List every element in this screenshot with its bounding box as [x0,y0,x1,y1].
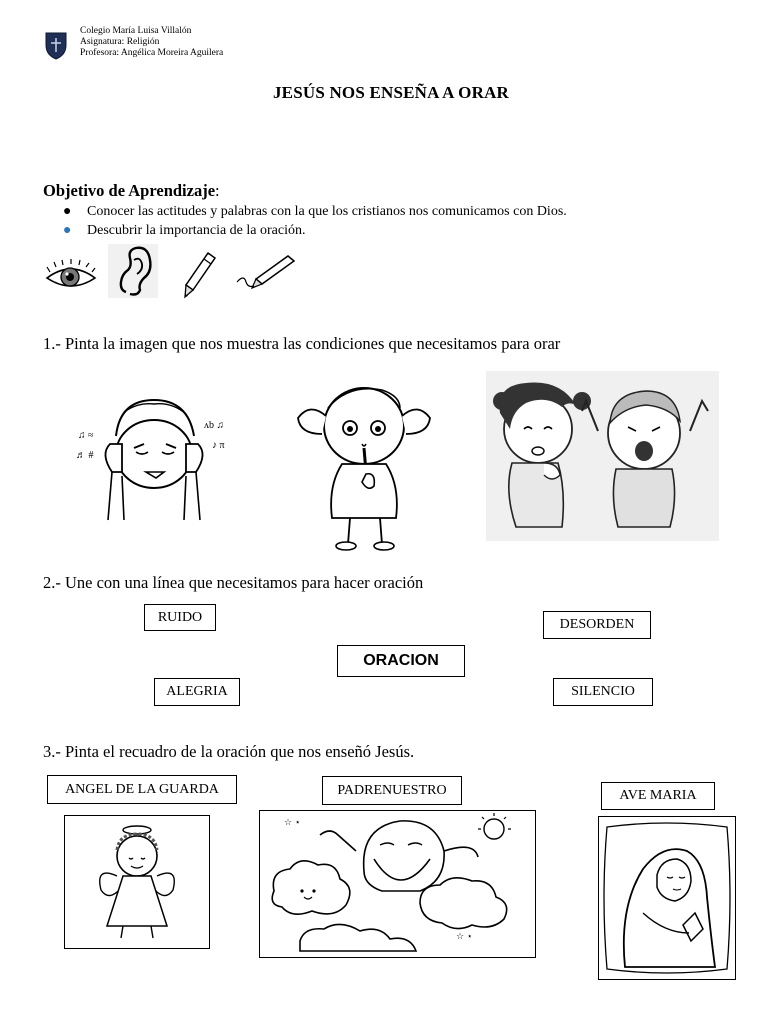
svg-text:♪ π: ♪ π [212,440,225,451]
subject-label: Asignatura: Religión [80,37,160,47]
svg-text:♫ ≈: ♫ ≈ [78,430,94,441]
school-name: Colegio María Luisa Villalón [80,26,192,36]
virgin-mary-image [599,817,735,979]
word-box-desorden[interactable] [543,611,651,639]
word-box-silencio[interactable] [553,678,653,706]
option-label: ANGEL DE LA GUARDA [65,781,219,797]
god-in-clouds-image [260,811,535,957]
option-label-ave[interactable] [601,782,715,810]
eye-icon [44,258,98,296]
word-label: ALEGRIA [166,684,228,699]
ave-maria-picture-frame[interactable] [598,816,736,980]
word-box-oracion[interactable] [337,645,465,677]
objective-heading-colon: : [215,181,220,200]
objective-item: ● Descubrir la importancia de la oración. [63,223,306,238]
header-info [80,26,223,59]
objective-list [43,202,567,240]
child-covering-ears-image [74,392,234,522]
svg-text:♬ #: ♬ # [76,450,94,461]
svg-text:ʌb ♫: ʌb ♫ [204,420,224,431]
objective-item: ● Conocer las actitudes y palabras con la que los cristianos nos comunicamos con Dios. [63,204,567,219]
option-label: PADRENUESTRO [337,782,447,798]
teacher-label: Profesora: Angélica Moreira Aguilera [80,48,224,58]
svg-text:☆ ⋆: ☆ ⋆ [284,818,301,828]
option-label: AVE MARIA [619,788,697,803]
word-box-ruido[interactable] [144,604,216,631]
svg-text:☆ ⋆: ☆ ⋆ [456,932,473,942]
word-box-alegria[interactable] [154,678,240,706]
question-1: 1.- Pinta la imagen que nos muestra las condiciones que necesitamos para orar [43,334,561,353]
angel-picture-frame[interactable] [64,815,210,949]
objective-heading [43,181,220,201]
school-crest [44,30,68,60]
question-2: 2.- Une con una línea que necesitamos para hacer oración [43,573,424,592]
objective-heading-text: Objetivo de Aprendizaje [43,181,216,200]
padrenuestro-picture-frame[interactable] [259,810,536,958]
angel-image [65,816,209,948]
word-label: SILENCIO [571,684,635,699]
bullet-icon: ● [63,204,72,219]
question-3: 3.- Pinta el recuadro de la oración que nos enseñó Jesús. [43,742,415,761]
ear-icon [108,244,158,298]
word-label: ORACION [363,652,439,669]
option-label-angel[interactable] [47,775,237,804]
bullet-icon: ● [63,223,72,238]
option-label-padre[interactable] [322,776,462,805]
writing-pencil-icon [234,250,298,294]
word-label: RUIDO [157,609,203,625]
page-title: JESÚS NOS ENSEÑA A ORAR [272,83,510,102]
children-shouting-image [486,371,719,541]
word-label: DESORDEN [559,617,635,632]
pencil-icon [180,250,220,300]
child-silence-image [292,378,436,554]
